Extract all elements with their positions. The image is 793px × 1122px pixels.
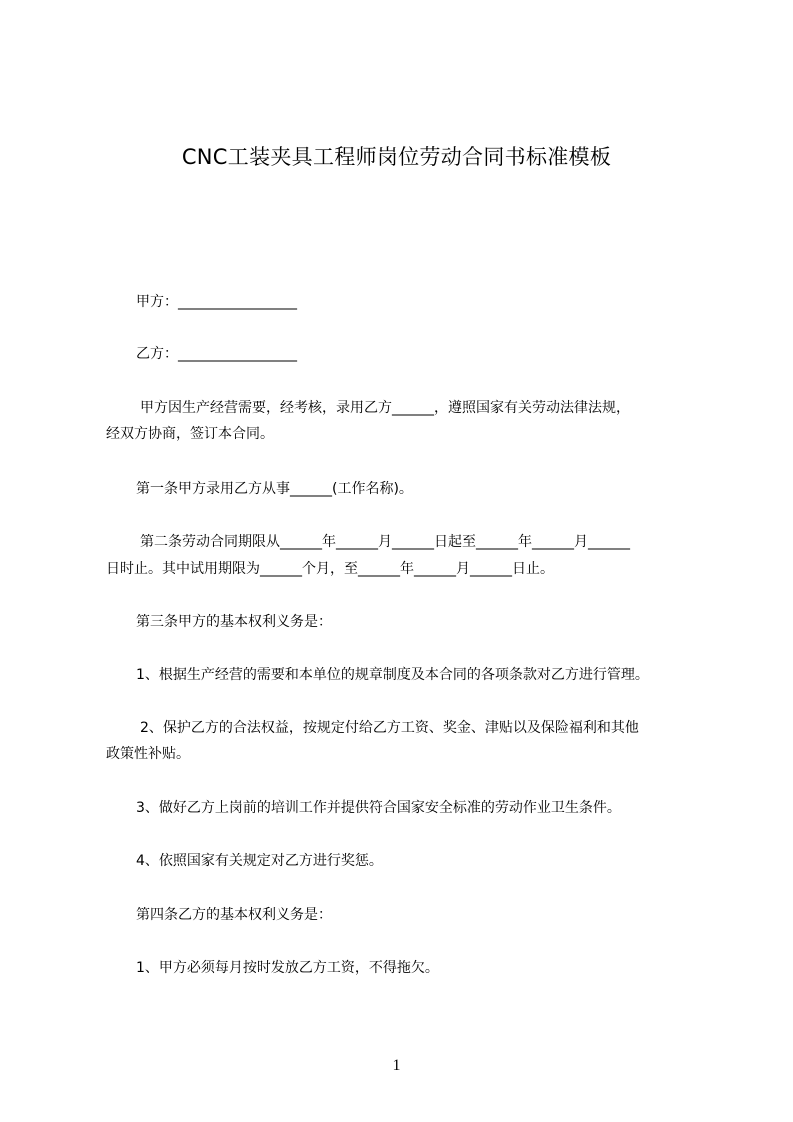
article-3-item-2-line-2: 政策性补贴。 [106,746,190,762]
article-4-heading: 第四条乙方的基本权利义务是： [136,907,332,923]
article-3-item-3: 3、做好乙方上岗前的培训工作并提供符合国家安全标准的劳动作业卫生条件。 [136,800,621,816]
article-2-line-2: 日时止。其中试用期限为______个月，至______年______月______日止。 [106,561,554,577]
article-3-item-1: 1、根据生产经营的需要和本单位的规章制度及本合同的各项条款对乙方进行管理。 [136,667,649,683]
party-b-line: 乙方：_________________ [136,346,297,362]
party-a-line: 甲方：_________________ [136,294,297,310]
article-3-item-2-line-1: 2、保护乙方的合法权益，按规定付给乙方工资、奖金、津贴以及保险福利和其他 [140,720,639,736]
article-3-item-4: 4、依照国家有关规定对乙方进行奖惩。 [136,853,383,869]
intro-paragraph-line-2: 经双方协商，签订本合同。 [106,426,274,442]
article-3-heading: 第三条甲方的基本权利义务是： [136,614,332,630]
article-2-line-1: 第二条劳动合同期限从______年______月______日起至______年______月______ [140,534,630,550]
article-4-item-1: 1、甲方必须每月按时发放乙方工资，不得拖欠。 [136,960,439,976]
article-1: 第一条甲方录用乙方从事______(工作名称)。 [136,481,413,497]
document-title: CNC工装夹具工程师岗位劳动合同书标准模板 [181,145,612,169]
page-number: 1 [392,1057,401,1074]
intro-paragraph-line-1: 甲方因生产经营需要，经考核，录用乙方______，遵照国家有关劳动法律法规， [140,400,630,416]
